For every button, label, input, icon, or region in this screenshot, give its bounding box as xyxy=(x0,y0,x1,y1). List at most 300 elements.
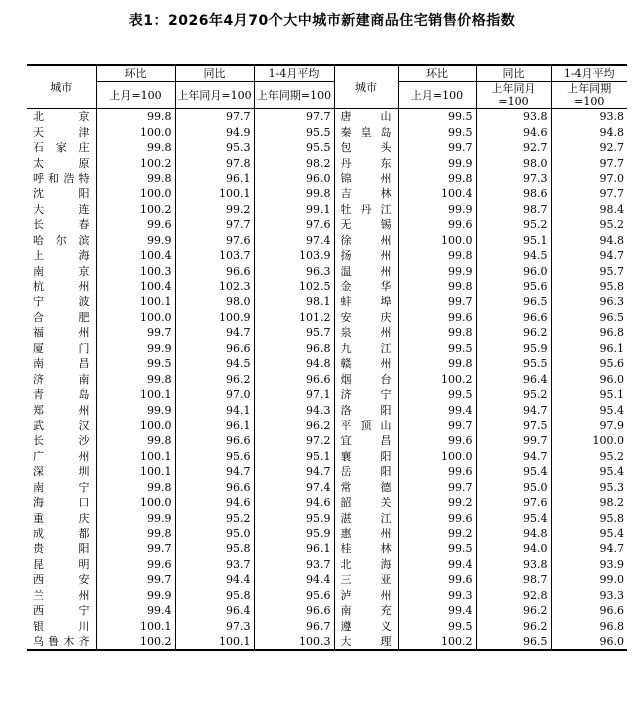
ytd-value-right: 100.0 xyxy=(592,434,624,448)
yoy-value-left: 97.0 xyxy=(175,387,254,402)
yoy-value-left: 95.8 xyxy=(175,541,254,556)
table-row xyxy=(27,588,627,603)
ytd-value-left: 93.7 xyxy=(254,557,334,572)
ytd-value-right: 95.8 xyxy=(599,280,624,294)
city-name-left: 长沙 xyxy=(27,433,96,448)
mom-value-right: 99.9 xyxy=(398,202,476,217)
table-row xyxy=(27,356,627,371)
city-name-right: 温州 xyxy=(334,263,398,278)
table-row xyxy=(27,109,627,125)
ytd-value-right: 97.7 xyxy=(599,156,624,170)
ytd-value-right: 96.5 xyxy=(599,310,624,324)
city-name-right: 桂林 xyxy=(334,541,398,556)
city-name-left: 成都 xyxy=(27,526,96,541)
mom-value-right: 99.8 xyxy=(398,356,476,371)
yoy-value-left: 96.2 xyxy=(175,371,254,386)
city-name-left: 大连 xyxy=(27,202,96,217)
yoy-value-left: 98.0 xyxy=(175,294,254,309)
ytd-value-left: 95.9 xyxy=(254,510,334,525)
city-name-right: 三亚 xyxy=(334,572,398,587)
ytd-value-right: 97.7 xyxy=(599,187,624,201)
city-name-left: 青岛 xyxy=(27,387,96,402)
ytd-value-right: 95.8 xyxy=(599,511,624,525)
ytd-value-left: 98.1 xyxy=(254,294,334,309)
table-row xyxy=(27,557,627,572)
mom-value-left: 100.1 xyxy=(96,618,175,633)
ytd-value-right: 94.8 xyxy=(599,125,624,139)
mom-value-left: 99.8 xyxy=(96,171,175,186)
table-row xyxy=(27,618,627,633)
mom-value-left: 100.2 xyxy=(96,634,175,650)
yoy-value-right: 94.8 xyxy=(476,526,551,541)
city-name-right: 九江 xyxy=(334,341,398,356)
ytd-value-left: 103.9 xyxy=(254,248,334,263)
ytd-value-left: 96.6 xyxy=(254,603,334,618)
city-name-left: 济南 xyxy=(27,371,96,386)
price-index-table xyxy=(27,64,627,651)
yoy-value-right: 93.8 xyxy=(476,109,551,125)
city-name-right: 金华 xyxy=(334,279,398,294)
ytd-value-right: 94.7 xyxy=(599,249,624,263)
mom-value-left: 100.0 xyxy=(96,186,175,201)
yoy-value-left: 94.4 xyxy=(175,572,254,587)
mom-value-right: 99.6 xyxy=(398,433,476,448)
city-name-right: 徐州 xyxy=(334,233,398,248)
mom-value-right: 99.7 xyxy=(398,480,476,495)
ytd-value-left: 94.8 xyxy=(254,356,334,371)
mom-value-right: 100.0 xyxy=(398,449,476,464)
mom-value-left: 99.9 xyxy=(96,402,175,417)
yoy-value-right: 92.7 xyxy=(476,140,551,155)
table-row xyxy=(27,402,627,417)
city-name-left: 福州 xyxy=(27,325,96,340)
ytd-value-left: 95.1 xyxy=(254,449,334,464)
ytd-value-right: 95.4 xyxy=(599,403,624,417)
ytd-value-right: 97.9 xyxy=(599,418,624,432)
yoy-value-right: 96.4 xyxy=(476,371,551,386)
city-name-right: 扬州 xyxy=(334,248,398,263)
city-name-left: 石家庄 xyxy=(27,140,96,155)
ytd-value-right: 96.1 xyxy=(599,341,624,355)
yoy-value-left: 96.1 xyxy=(175,418,254,433)
mom-value-right: 99.9 xyxy=(398,263,476,278)
ytd-value-right: 95.4 xyxy=(599,465,624,479)
yoy-value-left: 94.7 xyxy=(175,325,254,340)
city-name-right: 宜昌 xyxy=(334,433,398,448)
yoy-value-left: 97.3 xyxy=(175,618,254,633)
yoy-value-right: 93.8 xyxy=(476,557,551,572)
ytd-value-left: 99.8 xyxy=(254,186,334,201)
yoy-value-left: 96.6 xyxy=(175,263,254,278)
mom-value-left: 100.4 xyxy=(96,279,175,294)
yoy-value-right: 92.8 xyxy=(476,588,551,603)
yoy-value-right: 99.7 xyxy=(476,433,551,448)
mom-value-left: 99.9 xyxy=(96,233,175,248)
city-name-right: 平顶山 xyxy=(334,418,398,433)
city-name-left: 太原 xyxy=(27,155,96,170)
ytd-value-right: 96.8 xyxy=(599,326,624,340)
mom-value-left: 100.0 xyxy=(96,310,175,325)
mom-value-left: 99.8 xyxy=(96,371,175,386)
yoy-value-right: 97.5 xyxy=(476,418,551,433)
ytd-value-left: 96.0 xyxy=(254,171,334,186)
ytd-value-left: 97.4 xyxy=(254,480,334,495)
city-name-right: 赣州 xyxy=(334,356,398,371)
mom-value-left: 100.2 xyxy=(96,155,175,170)
city-name-left: 银川 xyxy=(27,618,96,633)
yoy-value-right: 95.5 xyxy=(476,356,551,371)
ytd-value-right: 95.6 xyxy=(599,357,624,371)
table-row xyxy=(27,310,627,325)
table-row xyxy=(27,202,627,217)
mom-value-left: 99.9 xyxy=(96,341,175,356)
mom-value-right: 99.6 xyxy=(398,510,476,525)
mom-value-left: 100.4 xyxy=(96,248,175,263)
ytd-value-right: 96.6 xyxy=(599,604,624,618)
mom-value-left: 99.8 xyxy=(96,433,175,448)
mom-value-right: 99.5 xyxy=(398,541,476,556)
table-row xyxy=(27,449,627,464)
ytd-header-left: 1-4月平均 xyxy=(254,65,334,82)
mom-value-left: 100.0 xyxy=(96,124,175,139)
table-row xyxy=(27,433,627,448)
city-name-left: 宁波 xyxy=(27,294,96,309)
city-name-left: 南京 xyxy=(27,263,96,278)
mom-value-right: 99.8 xyxy=(398,248,476,263)
ytd-value-right: 97.0 xyxy=(599,171,624,185)
yoy-value-left: 95.2 xyxy=(175,510,254,525)
yoy-value-right: 98.0 xyxy=(476,155,551,170)
yoy-value-right: 95.0 xyxy=(476,480,551,495)
ytd-value-right: 92.7 xyxy=(599,141,624,155)
ytd-value-left: 101.2 xyxy=(254,310,334,325)
table-row xyxy=(27,155,627,170)
mom-base-left: 上月=100 xyxy=(96,82,175,109)
city-name-left: 长春 xyxy=(27,217,96,232)
ytd-value-left: 96.8 xyxy=(254,341,334,356)
yoy-value-right: 95.4 xyxy=(476,510,551,525)
city-name-left: 武汉 xyxy=(27,418,96,433)
city-name-right: 湛江 xyxy=(334,510,398,525)
mom-value-right: 99.6 xyxy=(398,217,476,232)
yoy-value-left: 97.6 xyxy=(175,233,254,248)
ytd-value-left: 100.3 xyxy=(254,634,334,650)
city-name-left: 合肥 xyxy=(27,310,96,325)
ytd-header-right: 1-4月平均 xyxy=(551,65,627,82)
city-name-left: 兰州 xyxy=(27,588,96,603)
city-name-right: 遵义 xyxy=(334,618,398,633)
ytd-value-left: 97.6 xyxy=(254,217,334,232)
table-row xyxy=(27,124,627,139)
ytd-value-left: 97.1 xyxy=(254,387,334,402)
yoy-value-left: 96.6 xyxy=(175,341,254,356)
ytd-value-left: 96.1 xyxy=(254,541,334,556)
ytd-value-left: 96.3 xyxy=(254,263,334,278)
yoy-value-right: 96.6 xyxy=(476,310,551,325)
city-name-left: 重庆 xyxy=(27,510,96,525)
yoy-value-left: 95.8 xyxy=(175,588,254,603)
ytd-value-left: 95.7 xyxy=(254,325,334,340)
city-name-left: 西宁 xyxy=(27,603,96,618)
yoy-value-left: 97.7 xyxy=(175,217,254,232)
city-name-left: 南昌 xyxy=(27,356,96,371)
table-row xyxy=(27,294,627,309)
mom-value-right: 99.4 xyxy=(398,603,476,618)
mom-value-right: 99.6 xyxy=(398,572,476,587)
mom-value-right: 100.0 xyxy=(398,233,476,248)
city-name-right: 襄阳 xyxy=(334,449,398,464)
yoy-value-right: 94.6 xyxy=(476,124,551,139)
table-row xyxy=(27,526,627,541)
city-name-left: 沈阳 xyxy=(27,186,96,201)
mom-value-right: 99.3 xyxy=(398,588,476,603)
city-name-left: 南宁 xyxy=(27,480,96,495)
yoy-value-left: 103.7 xyxy=(175,248,254,263)
table-title: 表1：2026年4月70个大中城市新建商品住宅销售价格指数 xyxy=(128,13,516,29)
city-name-left: 乌鲁木齐 xyxy=(27,634,96,650)
city-name-right: 南充 xyxy=(334,603,398,618)
mom-value-left: 99.9 xyxy=(96,510,175,525)
ytd-value-right: 94.7 xyxy=(599,542,624,556)
ytd-value-right: 96.0 xyxy=(599,372,624,386)
yoy-value-right: 94.5 xyxy=(476,248,551,263)
city-name-right: 牡丹江 xyxy=(334,202,398,217)
ytd-value-left: 98.2 xyxy=(254,155,334,170)
ytd-value-right: 98.4 xyxy=(599,202,624,216)
mom-value-right: 99.8 xyxy=(398,325,476,340)
yoy-value-right: 96.5 xyxy=(476,634,551,650)
yoy-value-right: 94.7 xyxy=(476,449,551,464)
mom-value-left: 99.8 xyxy=(96,140,175,155)
ytd-value-left: 95.5 xyxy=(254,140,334,155)
table-row xyxy=(27,603,627,618)
yoy-value-left: 97.8 xyxy=(175,155,254,170)
ytd-value-left: 94.6 xyxy=(254,495,334,510)
ytd-value-right: 96.0 xyxy=(551,634,627,650)
city-name-left: 北京 xyxy=(27,109,96,125)
mom-value-right: 99.8 xyxy=(398,279,476,294)
table-row xyxy=(27,217,627,232)
yoy-value-left: 102.3 xyxy=(175,279,254,294)
ytd-value-left: 97.2 xyxy=(254,433,334,448)
yoy-value-right: 95.4 xyxy=(476,464,551,479)
yoy-value-right: 95.2 xyxy=(476,387,551,402)
mom-value-left: 99.5 xyxy=(96,356,175,371)
city-name-left: 上海 xyxy=(27,248,96,263)
yoy-value-left: 97.7 xyxy=(175,109,254,125)
yoy-value-right: 98.7 xyxy=(476,572,551,587)
yoy-value-right: 97.6 xyxy=(476,495,551,510)
yoy-value-right: 96.0 xyxy=(476,263,551,278)
table-row xyxy=(27,418,627,433)
table-row xyxy=(27,634,627,650)
mom-value-left: 100.1 xyxy=(96,464,175,479)
mom-base-right: 上月=100 xyxy=(398,82,476,109)
city-header-left: 城市 xyxy=(27,65,96,109)
yoy-value-left: 94.9 xyxy=(175,124,254,139)
mom-value-left: 100.0 xyxy=(96,418,175,433)
city-name-left: 昆明 xyxy=(27,557,96,572)
city-name-right: 烟台 xyxy=(334,371,398,386)
ytd-value-left: 96.6 xyxy=(254,371,334,386)
yoy-value-left: 95.3 xyxy=(175,140,254,155)
yoy-value-left: 94.1 xyxy=(175,402,254,417)
yoy-value-right: 98.6 xyxy=(476,186,551,201)
yoy-value-left: 96.6 xyxy=(175,480,254,495)
ytd-value-left: 97.7 xyxy=(254,109,334,125)
yoy-value-right: 94.0 xyxy=(476,541,551,556)
city-name-right: 洛阳 xyxy=(334,402,398,417)
city-name-right: 韶关 xyxy=(334,495,398,510)
ytd-base-right: 上年同期=100 xyxy=(551,82,627,109)
ytd-value-right: 98.2 xyxy=(599,496,624,510)
city-name-right: 丹东 xyxy=(334,155,398,170)
ytd-value-left: 94.3 xyxy=(254,402,334,417)
yoy-value-right: 97.3 xyxy=(476,171,551,186)
mom-value-left: 99.4 xyxy=(96,603,175,618)
mom-value-left: 99.6 xyxy=(96,557,175,572)
city-name-right: 锦州 xyxy=(334,171,398,186)
yoy-value-left: 100.1 xyxy=(175,634,254,650)
mom-value-right: 99.4 xyxy=(398,402,476,417)
ytd-value-right: 95.2 xyxy=(599,218,624,232)
mom-header-right: 环比 xyxy=(398,65,476,82)
mom-value-right: 99.6 xyxy=(398,464,476,479)
mom-value-left: 99.6 xyxy=(96,217,175,232)
mom-value-left: 100.1 xyxy=(96,449,175,464)
ytd-value-right: 99.0 xyxy=(599,573,624,587)
mom-value-right: 99.5 xyxy=(398,109,476,125)
yoy-value-left: 100.9 xyxy=(175,310,254,325)
table-row xyxy=(27,464,627,479)
city-name-right: 济宁 xyxy=(334,387,398,402)
mom-value-left: 99.8 xyxy=(96,526,175,541)
ytd-value-right: 96.3 xyxy=(599,295,624,309)
table-row xyxy=(27,140,627,155)
mom-value-left: 99.7 xyxy=(96,325,175,340)
yoy-base-left: 上年同月=100 xyxy=(175,82,254,109)
yoy-value-right: 95.2 xyxy=(476,217,551,232)
mom-value-right: 99.6 xyxy=(398,310,476,325)
city-name-left: 西安 xyxy=(27,572,96,587)
yoy-value-left: 100.1 xyxy=(175,186,254,201)
table-row xyxy=(27,233,627,248)
mom-value-left: 100.3 xyxy=(96,263,175,278)
ytd-value-right: 96.8 xyxy=(599,619,624,633)
table-row xyxy=(27,480,627,495)
city-name-left: 天津 xyxy=(27,124,96,139)
mom-value-right: 100.4 xyxy=(398,186,476,201)
ytd-value-right: 93.3 xyxy=(599,588,624,602)
city-name-left: 广州 xyxy=(27,449,96,464)
yoy-base-right: 上年同月=100 xyxy=(476,82,551,109)
yoy-value-left: 96.6 xyxy=(175,433,254,448)
city-name-right: 岳阳 xyxy=(334,464,398,479)
city-name-left: 厦门 xyxy=(27,341,96,356)
mom-value-right: 100.2 xyxy=(398,371,476,386)
mom-header-left: 环比 xyxy=(96,65,175,82)
table-row xyxy=(27,371,627,386)
yoy-value-right: 95.1 xyxy=(476,233,551,248)
mom-value-left: 99.8 xyxy=(96,480,175,495)
mom-value-right: 99.5 xyxy=(398,618,476,633)
yoy-value-left: 94.6 xyxy=(175,495,254,510)
city-name-right: 唐山 xyxy=(334,109,398,125)
ytd-value-right: 95.1 xyxy=(599,388,624,402)
ytd-value-left: 94.7 xyxy=(254,464,334,479)
city-name-right: 大理 xyxy=(334,634,398,650)
ytd-value-right: 95.3 xyxy=(599,480,624,494)
yoy-value-left: 94.5 xyxy=(175,356,254,371)
yoy-value-right: 95.6 xyxy=(476,279,551,294)
mom-value-left: 99.8 xyxy=(96,109,175,125)
mom-value-right: 99.5 xyxy=(398,124,476,139)
yoy-value-left: 95.6 xyxy=(175,449,254,464)
mom-value-left: 100.1 xyxy=(96,294,175,309)
mom-value-left: 99.9 xyxy=(96,588,175,603)
city-name-right: 常德 xyxy=(334,480,398,495)
yoy-value-left: 96.1 xyxy=(175,171,254,186)
table-row xyxy=(27,263,627,278)
mom-value-left: 100.0 xyxy=(96,495,175,510)
yoy-value-right: 96.2 xyxy=(476,325,551,340)
table-row xyxy=(27,341,627,356)
city-name-right: 秦皇岛 xyxy=(334,124,398,139)
city-name-left: 深圳 xyxy=(27,464,96,479)
city-name-left: 海口 xyxy=(27,495,96,510)
mom-value-right: 99.8 xyxy=(398,171,476,186)
mom-value-right: 99.9 xyxy=(398,155,476,170)
city-name-left: 呼和浩特 xyxy=(27,171,96,186)
mom-value-right: 99.7 xyxy=(398,294,476,309)
city-name-left: 贵阳 xyxy=(27,541,96,556)
mom-value-right: 100.2 xyxy=(398,634,476,650)
yoy-value-right: 96.5 xyxy=(476,294,551,309)
table-row xyxy=(27,186,627,201)
mom-value-left: 99.7 xyxy=(96,572,175,587)
yoy-value-right: 95.9 xyxy=(476,341,551,356)
yoy-value-right: 96.2 xyxy=(476,618,551,633)
yoy-value-left: 94.7 xyxy=(175,464,254,479)
ytd-value-left: 97.4 xyxy=(254,233,334,248)
mom-value-right: 99.5 xyxy=(398,341,476,356)
ytd-value-left: 95.5 xyxy=(254,124,334,139)
city-name-right: 泉州 xyxy=(334,325,398,340)
table-row xyxy=(27,325,627,340)
ytd-value-left: 96.7 xyxy=(254,618,334,633)
yoy-value-left: 93.7 xyxy=(175,557,254,572)
ytd-value-right: 93.8 xyxy=(599,110,624,124)
ytd-base-left: 上年同期=100 xyxy=(254,82,334,109)
mom-value-left: 100.1 xyxy=(96,387,175,402)
table-row xyxy=(27,279,627,294)
city-name-right: 吉林 xyxy=(334,186,398,201)
ytd-value-left: 95.9 xyxy=(254,526,334,541)
mom-value-left: 99.7 xyxy=(96,541,175,556)
mom-value-right: 99.2 xyxy=(398,495,476,510)
mom-value-left: 100.2 xyxy=(96,202,175,217)
city-name-right: 安庆 xyxy=(334,310,398,325)
table-row xyxy=(27,248,627,263)
ytd-value-right: 95.7 xyxy=(599,264,624,278)
city-name-right: 惠州 xyxy=(334,526,398,541)
ytd-value-right: 95.4 xyxy=(599,527,624,541)
city-name-right: 包头 xyxy=(334,140,398,155)
ytd-value-left: 95.6 xyxy=(254,588,334,603)
yoy-value-left: 96.4 xyxy=(175,603,254,618)
table-body xyxy=(27,109,627,651)
yoy-header-right: 同比 xyxy=(476,65,551,82)
